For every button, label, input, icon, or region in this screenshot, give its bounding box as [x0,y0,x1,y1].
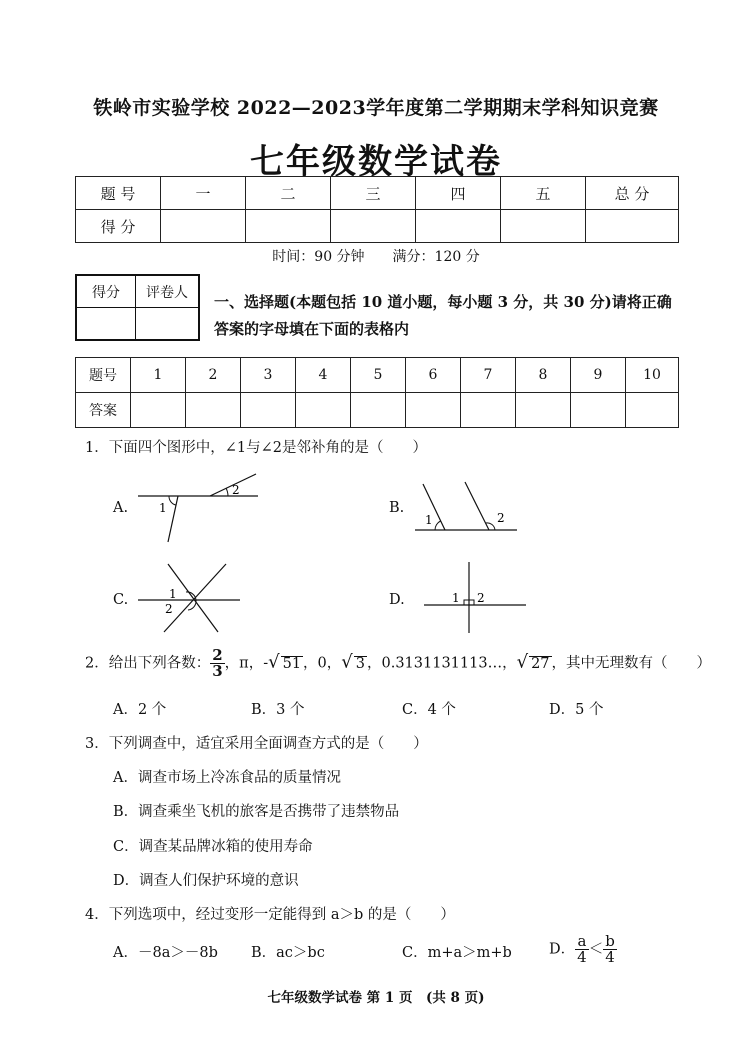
time-line: 时间：90 分钟 满分：120 分 [272,249,480,265]
question-number: 4 [296,358,351,393]
q4-option-c: C．m+a＞m+b [402,945,512,961]
answer-blank[interactable] [461,393,516,428]
q2-option-c: C．4 个 [402,702,456,718]
q2-fraction: $\frac{2}{3}$ [212,646,223,680]
angle-2-label: 2 [497,511,505,525]
question-number: 7 [461,358,516,393]
sqrt-icon: √ [341,651,353,673]
grader-box [75,274,200,341]
score-cell: 五 [501,177,586,210]
grader-name-blank[interactable] [136,308,200,341]
option-a-label: A. [113,500,129,516]
score-cell: 题 号 [76,177,161,210]
angle-1-label: 1 [452,591,460,605]
score-cell: 一 [161,177,246,210]
answer-blank[interactable] [186,393,241,428]
answer-blank[interactable] [406,393,461,428]
answer-blank[interactable] [131,393,186,428]
angle-2-label: 2 [165,602,173,616]
answer-blank[interactable] [241,393,296,428]
question-number: 5 [351,358,406,393]
q4-less-than: ＜ [588,941,604,958]
paper-title: 七年级数学试卷 [250,142,502,182]
angle-2-label: 2 [477,591,485,605]
q3-option-a: A．调查市场上冷冻食品的质量情况 [113,770,341,786]
answer-table-answer-row [76,393,679,428]
score-blank[interactable] [416,210,501,243]
q4-frac-b: $\frac{b}{4}$ [605,932,615,966]
question-number: 3 [241,358,296,393]
score-cell: 三 [331,177,416,210]
sqrt-icon: √ [516,651,529,673]
q2-prefix: 2．给出下列各数： [85,655,211,672]
answer-blank[interactable] [351,393,406,428]
score-cell: 总 分 [586,177,679,210]
q3-option-c: C．调查某品牌冰箱的使用寿命 [113,839,313,855]
answer-row-label: 题号 [76,358,131,393]
option-d-label: D. [389,592,405,608]
q4-option-a: A．－8a＞－8b [113,945,218,961]
q2-option-a: A．2 个 [113,702,167,718]
q2-root-3: 3 [355,655,365,672]
answer-table-number-row [76,358,679,393]
angle-1-label: 1 [169,587,177,601]
question-4-stem: 4．下列选项中，经过变形一定能得到 a＞b 的是（ ） [85,907,455,923]
school-title: 铁岭市实验学校 2022—2023学年度第二学期期末学科知识竞赛 [93,97,659,119]
angle-2-label: 2 [232,483,240,497]
figure-c [138,562,243,634]
question-number: 2 [186,358,241,393]
score-blank[interactable] [331,210,416,243]
answer-blank[interactable] [516,393,571,428]
figure-a [138,470,263,545]
option-b-label: B. [389,500,405,516]
score-cell: 四 [416,177,501,210]
q2-option-d: D．5 个 [549,702,604,718]
q2-suffix: ，其中无理数有（ ） [551,655,712,672]
question-2-stem [85,648,711,679]
q3-option-d: D．调查人们保护环境的意识 [113,873,299,889]
question-number: 8 [516,358,571,393]
question-3-stem: 3．下列调查中，适宜采用全面调查方式的是（ ） [85,736,428,752]
question-number: 1 [131,358,186,393]
score-blank[interactable] [586,210,679,243]
answer-table [75,357,679,428]
q2-option-b: B．3 个 [251,702,305,718]
grader-label: 评卷人 [136,275,200,308]
q4-option-b: B．ac＞bc [251,945,325,961]
q2-pi: ，π，- [224,655,269,672]
answer-blank[interactable] [571,393,626,428]
angle-1-label: 1 [425,513,433,527]
score-cell: 二 [246,177,331,210]
question-1-stem: 1．下面四个图形中，∠1与∠2是邻补角的是（ ） [85,440,427,456]
q2-zero: ，0， [303,655,342,672]
figure-d [424,560,529,635]
score-table-score-row [76,210,679,243]
score-table [75,176,679,243]
question-number: 9 [571,358,626,393]
grader-score-label: 得分 [76,275,136,308]
angle-1-label: 1 [159,501,167,515]
q3-option-b: B．调查乘坐飞机的旅客是否携带了违禁物品 [113,804,400,820]
option-c-label: C. [113,592,129,608]
answer-blank[interactable] [626,393,679,428]
page-footer: 七年级数学试卷 第 1 页 (共 8 页) [267,990,485,1006]
q2-root-51: 51 [282,655,302,672]
score-table-header-row [76,177,679,210]
q2-decimal: ，0.3131131113…， [367,655,517,672]
answer-blank[interactable] [296,393,351,428]
score-blank[interactable] [246,210,331,243]
grader-score-blank[interactable] [76,308,136,341]
q4-option-d-label: D． [549,941,576,958]
score-blank[interactable] [501,210,586,243]
answer-row-label: 答案 [76,393,131,428]
question-number: 10 [626,358,679,393]
sqrt-icon: √ [268,651,280,673]
figure-b [415,478,520,538]
section-heading: 一、选择题(本题包括 10 道小题，每小题 3 分，共 30 分)请将正确答案的字母填在下面的表格内 [214,293,672,338]
question-number: 6 [406,358,461,393]
q4-frac-a: $\frac{a}{4}$ [577,932,587,966]
score-blank[interactable] [161,210,246,243]
q4-option-d [549,934,617,965]
q2-root-27: 27 [531,655,550,672]
score-row-label: 得 分 [76,210,161,243]
